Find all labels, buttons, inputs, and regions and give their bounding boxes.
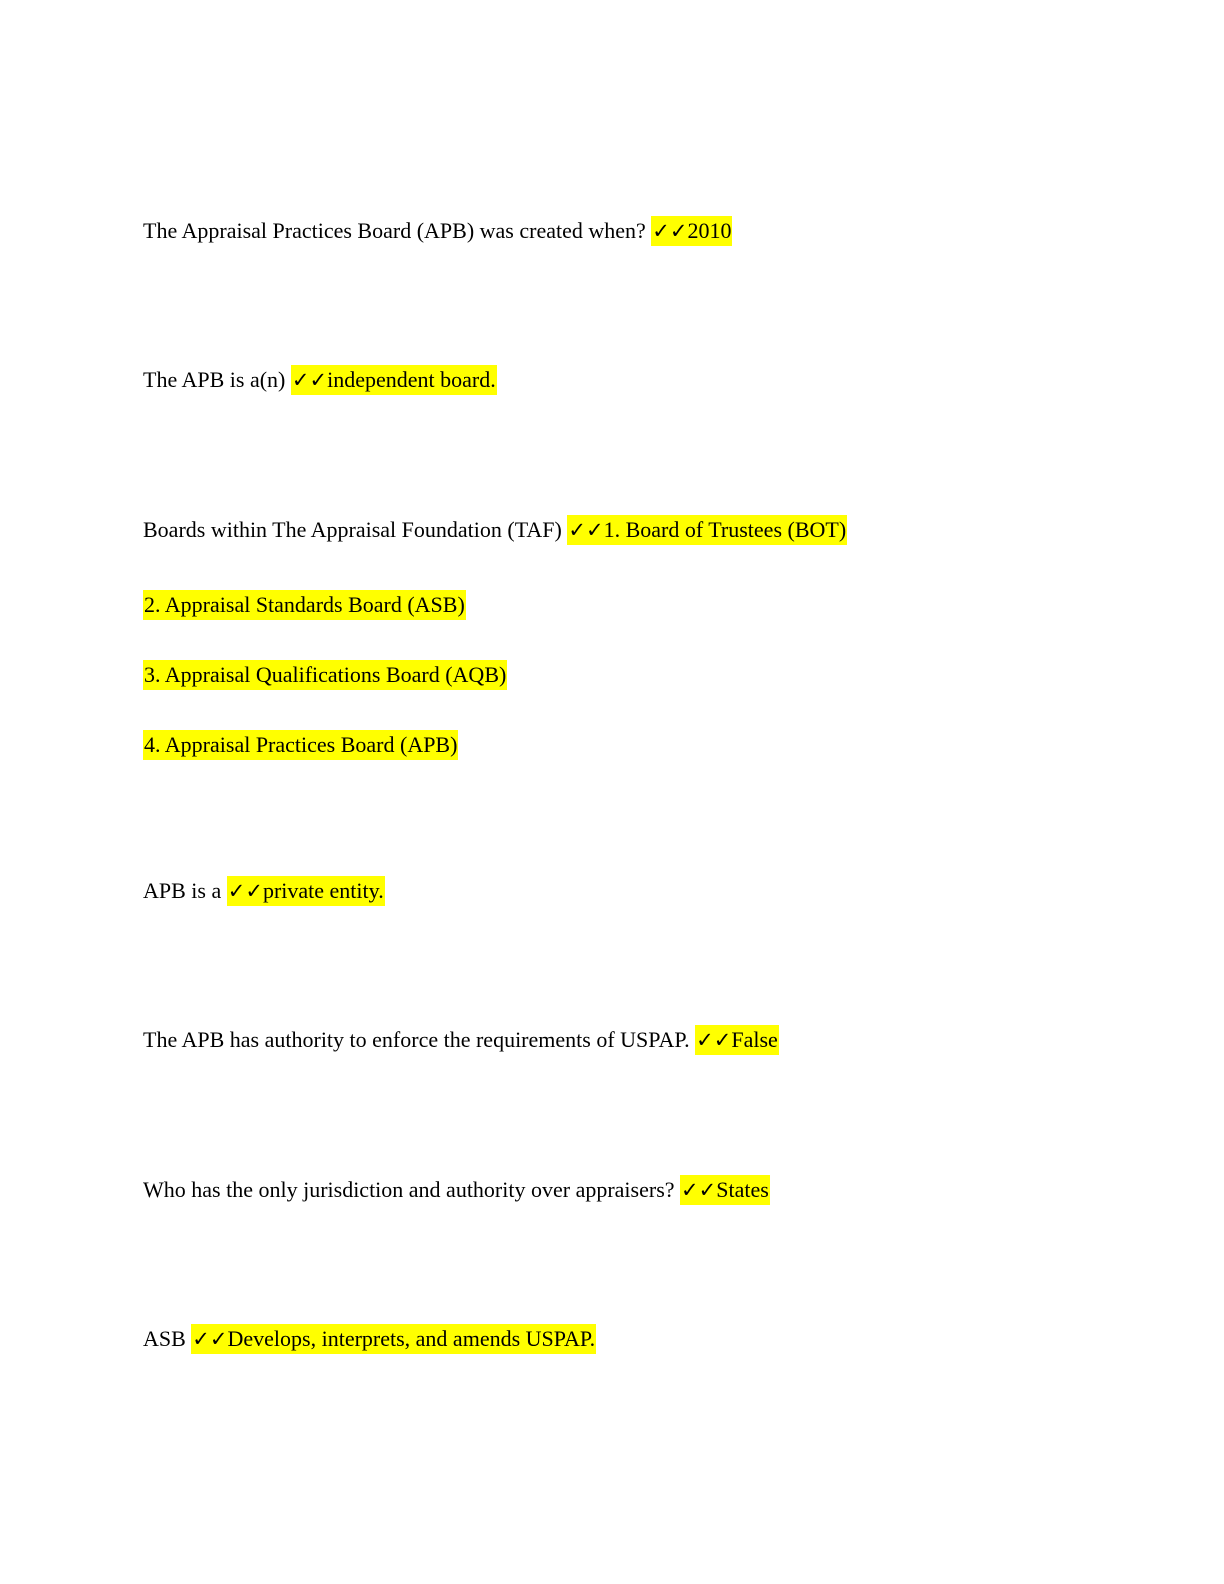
- answer-text: Develops, interprets, and amends USPAP.: [227, 1326, 596, 1351]
- answer-highlight: [695, 1025, 779, 1055]
- double-check-icon: ✓✓: [696, 1028, 732, 1052]
- qa-item-4: [143, 876, 385, 906]
- qa-item-6: [143, 1175, 770, 1205]
- question-text: The APB has authority to enforce the requirements of USPAP.: [143, 1027, 696, 1052]
- double-check-icon: ✓✓: [192, 1327, 228, 1351]
- answer-text: 2. Appraisal Standards Board (ASB): [143, 590, 466, 620]
- answer-text: 4. Appraisal Practices Board (APB): [143, 730, 458, 760]
- question-text: APB is a: [143, 878, 227, 903]
- answer-highlight: [191, 1324, 596, 1354]
- double-check-icon: ✓✓: [227, 879, 263, 903]
- qa-item-3-continuation-1: [143, 590, 466, 620]
- double-check-icon: ✓✓: [568, 518, 604, 542]
- qa-item-3-continuation-2: [143, 660, 507, 690]
- qa-item-2: [143, 365, 497, 395]
- answer-highlight: [567, 515, 847, 545]
- answer-text: independent board.: [327, 367, 496, 392]
- double-check-icon: ✓✓: [681, 1178, 717, 1202]
- question-text: The APB is a(n): [143, 367, 291, 392]
- answer-text: 2010: [687, 218, 732, 243]
- qa-item-5: [143, 1025, 779, 1055]
- qa-item-7: [143, 1324, 596, 1354]
- question-text: The Appraisal Practices Board (APB) was created when?: [143, 218, 652, 243]
- question-text: Who has the only jurisdiction and authority over appraisers?: [143, 1177, 681, 1202]
- answer-text: private entity.: [262, 878, 384, 903]
- qa-item-3: [143, 515, 847, 545]
- qa-item-3-continuation-3: [143, 730, 458, 760]
- answer-text: States: [716, 1177, 769, 1202]
- answer-text: 1. Board of Trustees (BOT): [603, 517, 847, 542]
- answer-highlight: [291, 365, 497, 395]
- double-check-icon: ✓✓: [291, 368, 328, 392]
- qa-item-1: [143, 216, 732, 246]
- answer-highlight: [227, 876, 385, 906]
- answer-highlight: [651, 216, 732, 246]
- answer-text: 3. Appraisal Qualifications Board (AQB): [143, 660, 507, 690]
- double-check-icon: ✓✓: [652, 219, 688, 243]
- question-text: Boards within The Appraisal Foundation (TAF): [143, 517, 568, 542]
- answer-highlight: [680, 1175, 770, 1205]
- answer-text: False: [731, 1027, 778, 1052]
- question-text: ASB: [143, 1326, 192, 1351]
